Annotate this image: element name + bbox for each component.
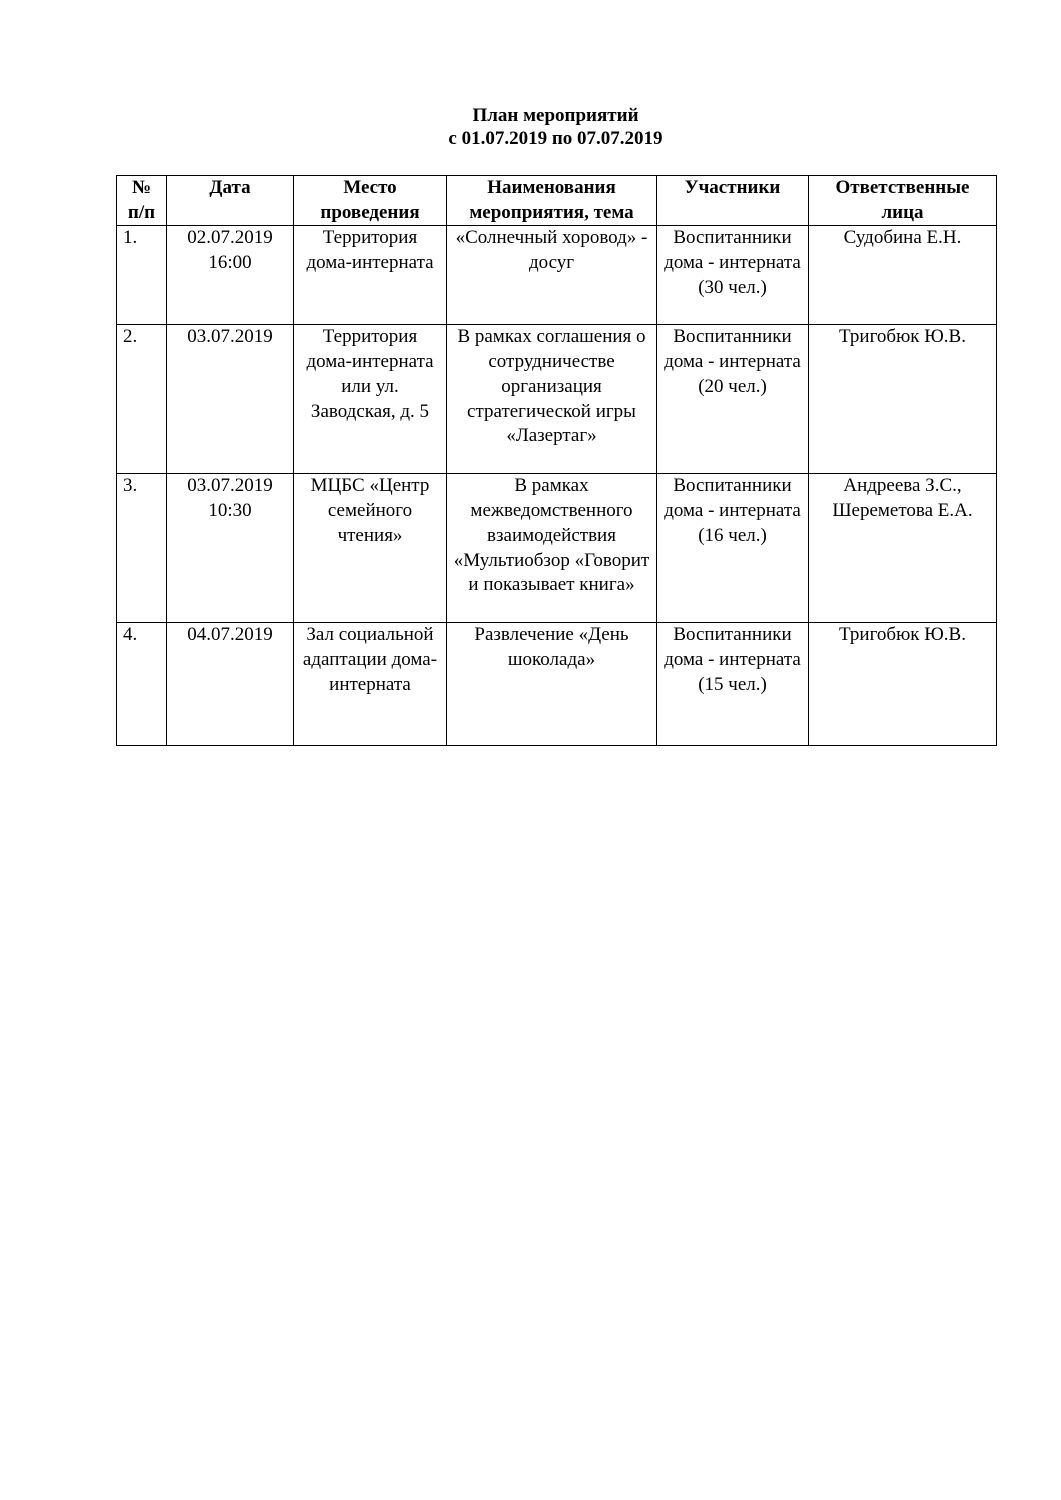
header-num: № п/п	[117, 176, 167, 226]
header-date: Дата	[167, 176, 294, 226]
cell-num: 4.	[117, 623, 167, 746]
table-row	[117, 325, 997, 474]
cell-place: Территория дома-интерната или ул. Заводская, д. 5	[294, 325, 447, 474]
cell-event: «Солнечный хоровод» - досуг	[447, 226, 657, 325]
header-event: Наименования мероприятия, тема	[447, 176, 657, 226]
cell-date: 02.07.2019 16:00	[167, 226, 294, 325]
cell-place: МЦБС «Центр семейного чтения»	[294, 474, 447, 623]
document-title	[0, 104, 1061, 150]
table-row	[117, 226, 997, 325]
table-row	[117, 623, 997, 746]
cell-responsible: Тригобюк Ю.В.	[809, 623, 997, 746]
cell-responsible: Андреева З.С., Шереметова Е.А.	[809, 474, 997, 623]
title-line-1: План мероприятий	[472, 105, 639, 126]
header-responsible: Ответственные лица	[809, 176, 997, 226]
cell-num: 1.	[117, 226, 167, 325]
cell-event: В рамках межведомственного взаимодействия «Мультиобзор «Говорит и показывает книга»	[447, 474, 657, 623]
table-row	[117, 474, 997, 623]
cell-date: 03.07.2019	[167, 325, 294, 474]
header-place: Место проведения	[294, 176, 447, 226]
table-header-row	[117, 176, 997, 226]
cell-participants: Воспитанники дома - интерната (15 чел.)	[657, 623, 809, 746]
title-line-2: с 01.07.2019 по 07.07.2019	[448, 128, 663, 149]
cell-num: 3.	[117, 474, 167, 623]
cell-participants: Воспитанники дома - интерната (20 чел.)	[657, 325, 809, 474]
cell-responsible: Тригобюк Ю.В.	[809, 325, 997, 474]
cell-participants: Воспитанники дома - интерната (30 чел.)	[657, 226, 809, 325]
header-participants: Участники	[657, 176, 809, 226]
cell-place: Зал социальной адаптации дома-интерната	[294, 623, 447, 746]
cell-place: Территория дома-интерната	[294, 226, 447, 325]
cell-participants: Воспитанники дома - интерната (16 чел.)	[657, 474, 809, 623]
cell-responsible: Судобина Е.Н.	[809, 226, 997, 325]
events-table	[116, 175, 997, 746]
cell-num: 2.	[117, 325, 167, 474]
cell-event: В рамках соглашения о сотрудничестве организация стратегической игры «Лазертаг»	[447, 325, 657, 474]
cell-date: 04.07.2019	[167, 623, 294, 746]
cell-date: 03.07.2019 10:30	[167, 474, 294, 623]
cell-event: Развлечение «День шоколада»	[447, 623, 657, 746]
